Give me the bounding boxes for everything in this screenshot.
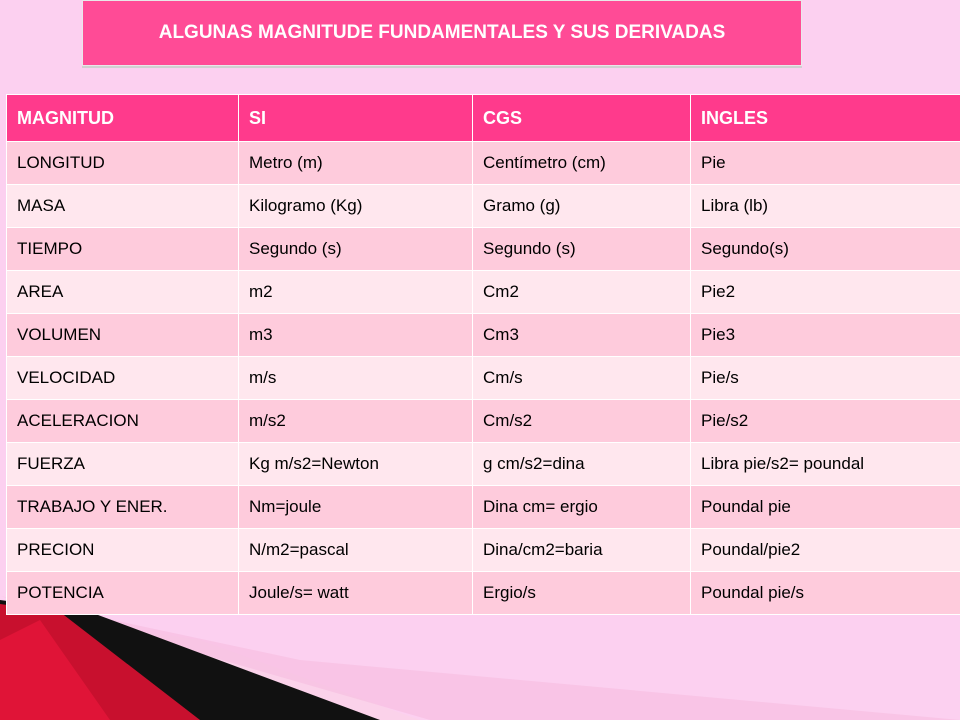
table-cell: Gramo (g) — [473, 185, 691, 228]
table-cell: g cm/s2=dina — [473, 443, 691, 486]
table-cell: Poundal/pie2 — [691, 529, 960, 572]
table-cell: FUERZA — [7, 443, 239, 486]
table-row — [7, 357, 960, 400]
table-row — [7, 529, 960, 572]
table-cell: VELOCIDAD — [7, 357, 239, 400]
table-cell: MASA — [7, 185, 239, 228]
table-cell: Poundal pie/s — [691, 572, 960, 615]
table-cell: m3 — [239, 314, 473, 357]
table-cell: Pie — [691, 142, 960, 185]
table-row — [7, 400, 960, 443]
table-cell: Kilogramo (Kg) — [239, 185, 473, 228]
table-cell: Nm=joule — [239, 486, 473, 529]
table-cell: Ergio/s — [473, 572, 691, 615]
table-cell: Poundal pie — [691, 486, 960, 529]
table-cell: Libra (lb) — [691, 185, 960, 228]
page-title-banner — [82, 0, 802, 66]
table-cell: m/s2 — [239, 400, 473, 443]
table-cell: Pie/s2 — [691, 400, 960, 443]
table-cell: Segundo (s) — [473, 228, 691, 271]
table-cell: N/m2=pascal — [239, 529, 473, 572]
table-cell: m2 — [239, 271, 473, 314]
column-header-si: SI — [239, 95, 473, 142]
table-cell: Pie2 — [691, 271, 960, 314]
table-row — [7, 443, 960, 486]
column-header-ingles: INGLES — [691, 95, 960, 142]
table-cell: Joule/s= watt — [239, 572, 473, 615]
table-row — [7, 228, 960, 271]
table-row — [7, 572, 960, 615]
table-cell: Dina/cm2=baria — [473, 529, 691, 572]
table-cell: Libra pie/s2= poundal — [691, 443, 960, 486]
units-table — [6, 94, 960, 615]
table-cell: Cm/s2 — [473, 400, 691, 443]
table-cell: TIEMPO — [7, 228, 239, 271]
table-cell: Segundo(s) — [691, 228, 960, 271]
table-cell: PRECION — [7, 529, 239, 572]
table-cell: Metro (m) — [239, 142, 473, 185]
table-header-row — [7, 95, 960, 142]
table-cell: LONGITUD — [7, 142, 239, 185]
table-row — [7, 185, 960, 228]
column-header-cgs: CGS — [473, 95, 691, 142]
table-cell: POTENCIA — [7, 572, 239, 615]
column-header-magnitud: MAGNITUD — [7, 95, 239, 142]
page-title: ALGUNAS MAGNITUDE FUNDAMENTALES Y SUS DERIVADAS — [158, 22, 726, 43]
table-cell: AREA — [7, 271, 239, 314]
table-cell: m/s — [239, 357, 473, 400]
table-cell: Pie/s — [691, 357, 960, 400]
table-cell: Kg m/s2=Newton — [239, 443, 473, 486]
table-cell: Cm3 — [473, 314, 691, 357]
table-cell: Cm2 — [473, 271, 691, 314]
table-cell: Cm/s — [473, 357, 691, 400]
table-row — [7, 142, 960, 185]
table-cell: TRABAJO Y ENER. — [7, 486, 239, 529]
table-cell: ACELERACION — [7, 400, 239, 443]
table-cell: Pie3 — [691, 314, 960, 357]
table-row — [7, 486, 960, 529]
table-cell: Centímetro (cm) — [473, 142, 691, 185]
table-cell: Segundo (s) — [239, 228, 473, 271]
table-row — [7, 314, 960, 357]
table-row — [7, 271, 960, 314]
table-cell: Dina cm= ergio — [473, 486, 691, 529]
table-cell: VOLUMEN — [7, 314, 239, 357]
